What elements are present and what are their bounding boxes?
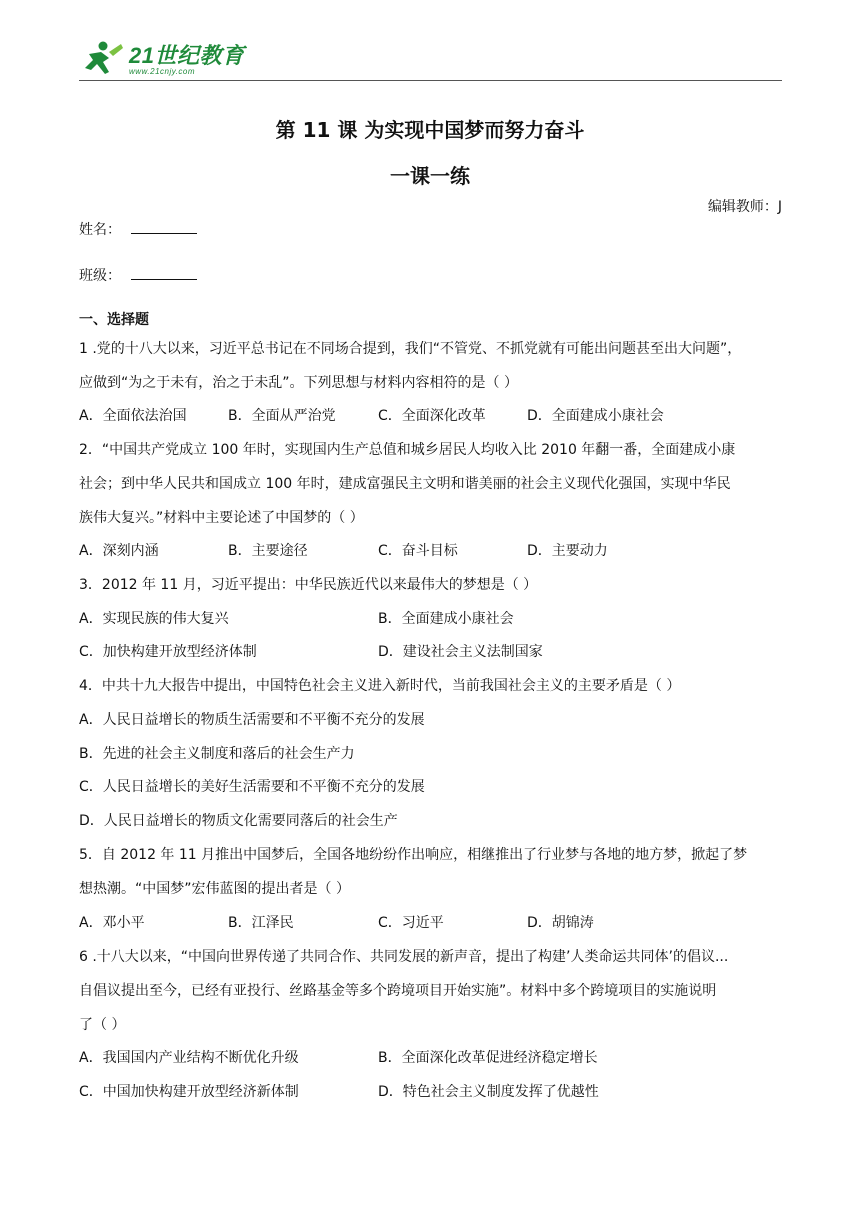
editor-label: 编辑教师：J [707, 199, 782, 215]
question-text-line: 了（ ） [79, 1017, 126, 1033]
option-b[interactable]: B．全面深化改革促进经济稳定增长 [378, 1050, 598, 1066]
logo [79, 40, 244, 76]
option-c[interactable]: C．奋斗目标 [378, 543, 458, 559]
option-d[interactable]: D．特色社会主义制度发挥了优越性 [378, 1084, 599, 1100]
option-d[interactable]: D．主要动力 [527, 543, 608, 559]
header-divider [79, 80, 782, 81]
runner-icon [79, 40, 125, 76]
question-text-line: 3．2012 年 11 月，习近平提出：中华民族近代以来最伟大的梦想是（ ） [79, 577, 538, 593]
option-c[interactable]: C．习近平 [378, 915, 444, 931]
page-header [79, 38, 782, 82]
question-text-line: 应做到“为之于未有，治之于未乱”。下列思想与材料内容相符的是（ ） [79, 375, 518, 391]
option-b[interactable]: B．全面建成小康社会 [378, 611, 514, 627]
option-a[interactable]: A．实现民族的伟大复兴 [79, 611, 229, 627]
option-c[interactable]: C．全面深化改革 [378, 408, 486, 424]
option-b[interactable]: B．先进的社会主义制度和落后的社会生产力 [79, 746, 355, 762]
class-field [79, 265, 197, 285]
name-field [79, 219, 197, 239]
logo-text: 21世纪教育 [129, 43, 245, 68]
question-text-line: 6 .十八大以来，“中国向世界传递了共同合作、共同发展的新声音，提出了构建’人类命运共同体’的倡议... [79, 949, 729, 965]
question-text-line: 1 .党的十八大以来，习近平总书记在不同场合提到，我们“不管党、不抓党就有可能出问题甚至出大问题”， [79, 341, 742, 357]
question-text-line: 自倡议提出至今，已经有亚投行、丝路基金等多个跨境项目开始实施”。材料中多个跨境项目的实施说明 [79, 983, 717, 999]
option-d[interactable]: D．建设社会主义法制国家 [378, 644, 543, 660]
option-c[interactable]: C．加快构建开放型经济体制 [79, 644, 257, 660]
question-text-line: 社会；到中华人民共和国成立 100 年时，建成富强民主文明和谐美丽的社会主义现代化强国，实现中华民 [79, 476, 731, 492]
question-text-line: 族伟大复兴。”材料中主要论述了中国梦的（ ） [79, 510, 364, 526]
option-a[interactable]: A．全面依法治国 [79, 408, 187, 424]
page-title: 第 11 课 为实现中国梦而努力奋斗 [275, 118, 585, 142]
question-text-line: 5．自 2012 年 11 月推出中国梦后，全国各地纷纷作出响应，相继推出了行业梦与各地的地方梦，掀起了梦 [79, 847, 748, 863]
class-blank[interactable] [131, 265, 197, 280]
question-text-line: 4．中共十九大报告中提出，中国特色社会主义进入新时代，当前我国社会主义的主要矛盾是（ ） [79, 678, 681, 694]
option-d[interactable]: D．胡锦涛 [527, 915, 594, 931]
question-text-line: 想热潮。“中国梦”宏伟蓝图的提出者是（ ） [79, 881, 350, 897]
option-a[interactable]: A．深刻内涵 [79, 543, 159, 559]
option-b[interactable]: B．主要途径 [228, 543, 308, 559]
option-d[interactable]: D．全面建成小康社会 [527, 408, 664, 424]
name-blank[interactable] [131, 219, 197, 234]
question-text-line: 2．“中国共产党成立 100 年时，实现国内生产总值和城乡居民人均收入比 2010 年翻一番，全面建成小康 [79, 442, 736, 458]
option-a[interactable]: A．我国国内产业结构不断优化升级 [79, 1050, 299, 1066]
logo-url: www.21cnjy.com [129, 67, 195, 76]
option-b[interactable]: B．全面从严治党 [228, 408, 336, 424]
section-title: 一、选择题 [79, 312, 149, 328]
page-subtitle: 一课一练 [390, 164, 470, 188]
option-c[interactable]: C．中国加快构建开放型经济新体制 [79, 1084, 299, 1100]
option-b[interactable]: B．江泽民 [228, 915, 294, 931]
option-d[interactable]: D．人民日益增长的物质文化需要同落后的社会生产 [79, 813, 398, 829]
class-label: 班级： [79, 268, 121, 284]
name-label: 姓名： [79, 222, 121, 238]
option-a[interactable]: A．人民日益增长的物质生活需要和不平衡不充分的发展 [79, 712, 425, 728]
option-c[interactable]: C．人民日益增长的美好生活需要和不平衡不充分的发展 [79, 779, 425, 795]
option-a[interactable]: A．邓小平 [79, 915, 145, 931]
